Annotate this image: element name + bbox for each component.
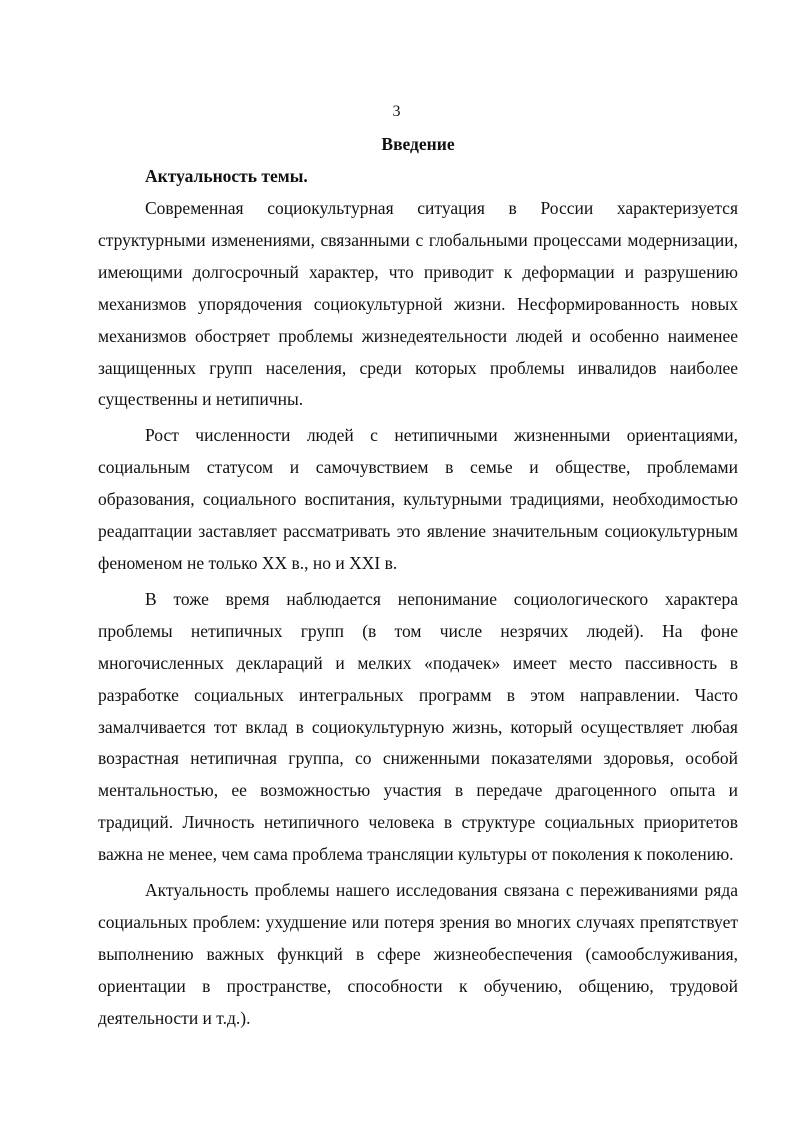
subsection-heading: Актуальность темы. (145, 166, 308, 186)
page-number: 3 (392, 103, 401, 120)
paragraph: Актуальность проблемы нашего исследования связана с переживаниями ряда социальных проблем: ухудшение или потеря зрения во многих случаях препятствует выполнению важных функций в сфере жизнеобеспечения (самообслуживания, ориентации в пространстве, способности к обучению, общению, трудовой деятельности и т.д.). (98, 880, 738, 1028)
paragraph: Рост численности людей с нетипичными жизненными ориентациями, социальным статусом и самочувствием в семье и обществе, проблемами образования, социального воспитания, культурными традициями, необходимостью реадаптации заставляет рассматривать это явление значительным социокультурным феноменом не только XX в., но и XXI в. (98, 425, 738, 573)
paragraph: В тоже время наблюдается непонимание социологического характера проблемы нетипичных групп (в том числе незрячих людей). На фоне многочисленных деклараций и мелких «подачек» имеет место пассивность в разработке социальных интегральных программ в этом направлении. Часто замалчивается тот вклад в социокультурную жизнь, который осуществляет любая возрастная нетипичная группа, со сниженными показателями здоровья, особой ментальностью, ее возможностью участия в передаче драгоценного опыта и традиций. Личность нетипичного человека в структуре социальных приоритетов важна не менее, чем сама проблема трансляции культуры от поколения к поколению. (98, 588, 738, 865)
section-heading: Введение (381, 134, 455, 154)
body-text (98, 193, 738, 1039)
paragraph: Современная социокультурная ситуация в России характеризуется структурными изменениями, связанными с глобальными процессами модернизации, имеющими долгосрочный характер, что приводит к деформации и разрушению механизмов упорядочения социокультурной жизни. Несформированность новых механизмов обостряет проблемы жизнедеятельности людей и особенно наименее защищенных групп населения, среди которых проблемы инвалидов наиболее существенны и нетипичны. (98, 198, 738, 410)
